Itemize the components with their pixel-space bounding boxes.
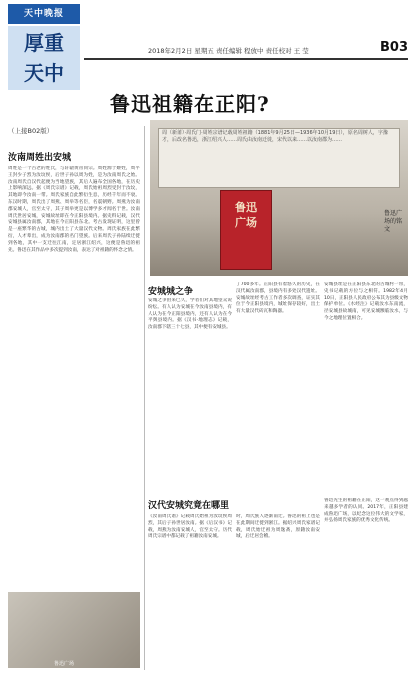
subhead-3: 汉代安城究竟在哪里: [148, 501, 230, 511]
subhead-1: 汝南周姓出安城: [8, 153, 72, 163]
article-title: 鲁迅祖籍在正阳?: [110, 92, 270, 116]
newspaper-logo: 天中晚报: [8, 4, 80, 24]
masthead: [8, 4, 80, 90]
section-title: [8, 26, 80, 90]
photo-caption: 鲁迅广场的铭文: [384, 210, 403, 233]
article-column-1: 周姓是一个古老的姓氏，与轩辕黄帝同宗。周姓源于姬姓，周平王封少子烈为汝坟侯，后世子孙以周为姓，是为汝南周氏之始。汝南周氏自汉代起便为当地望族，其后人遍布全国各地，在历史上影响深远。据《周氏宗谱》记载，周氏始祖周烈受封于汝坟，其地即今汝南一带。周氏家族自此繁衍生息，历经千年而不衰。东汉时期，周氏出了周燕、周举等名臣，名震朝野。周燕为汝南郡安城人，官至太守，其子周举更是以博学多才闻名于世。汝南周氏世居安城，安城故址即在今正阳县境内。据史料记载，汉代安城县属汝南郡，其地在今正阳县东北。考古发现证明，这里曾是一座繁华的古城，城内出土了大量汉代文物。周氏家族在此繁衍，人才辈出，成为汝南郡的名门望族。后来周氏子孙陆续迁徙到各地，其中一支迁往江南，定居浙江绍兴，这便是鲁迅的祖先。鲁迅在其作品中多次提到汝南，表达了对祖籍的怀念之情。: [8, 166, 140, 253]
photo-monument-text: 鲁迅广场: [235, 201, 257, 229]
article-column-6: 时，周氏族人逐渐南迁。鲁迅的祖上也是在此期间迁徙到浙江。据绍兴周氏家谱记载，周氏始迁祖为周逸斋，原籍汝南安城，后迁居会稽。: [236, 514, 320, 540]
article-column-2: 安城之争由来已久，学者们对其地望众说纷纭。有人认为安城在今汝南县境内，有人认为在今正阳县境内，还有人认为在今平舆县境内。据《汉书·地理志》记载，汝南郡下辖三十七县，其中便有安城县。: [148, 298, 232, 331]
header-meta: 2018年2月2日 星期五 责任编辑 程放中 责任校对 王 莹: [148, 47, 309, 55]
article-column-7: 鲁迅先生的祖籍在正阳，这一观点得到越来越多学者的认同。2017年，正阳县建成鲁迅广场，以纪念这位伟大的文学家，并弘扬周氏家族的优秀文化传统。: [324, 498, 408, 524]
page-number: B03: [380, 40, 408, 55]
main-photo: [150, 120, 408, 276]
subhead-2: 安城城之争: [148, 287, 194, 297]
header-divider: [84, 58, 408, 60]
article-column-5: 《汝南周氏谱》记载周氏始祖为汝坟侯周烈，其后子孙世居汝南。据《后汉书》记载，周燕为汝南安城人，官至太守。历代周氏宗谱中都记载了祖籍汝南安城。: [148, 514, 232, 540]
secondary-photo: [8, 592, 140, 668]
article-column-3: 了700多年。正阳县有着悠久的历史，在汉代属汝南郡，县境内有多处汉代遗址。安城故址经考古工作者多次调查，证实其位于今正阳县境内，城址保存较好，出土有大量汉代砖瓦和陶器。: [236, 282, 320, 315]
article-column-4: 安城县址是在正阳县东北的古城村一带，史书记载的方位与之相符。1982年4月10日，正阳县人民政府公布其为县级文物保护单位。《水经注》记载汝水东南流，径安城县故城南，可见安城濒临汝水，与今之地理位置相合。: [324, 282, 408, 321]
secondary-photo-caption: 鲁迅广场: [54, 661, 75, 667]
section-title-line2: 天中: [24, 61, 64, 85]
photo-inscription-text: 周（新莆）·周氏门·周姓宗谱记载周姓祖籍（1881年9月25日—1936年10月19日），原名周树人，字豫才，后改名鲁迅，浙江绍兴人……周氏由汝南迁徙，宋代以来……以汝南郡为……: [162, 130, 388, 143]
column-divider: [144, 126, 145, 670]
section-title-line1: 厚重: [24, 31, 64, 55]
article-byline: （上接B02版）: [8, 127, 54, 135]
